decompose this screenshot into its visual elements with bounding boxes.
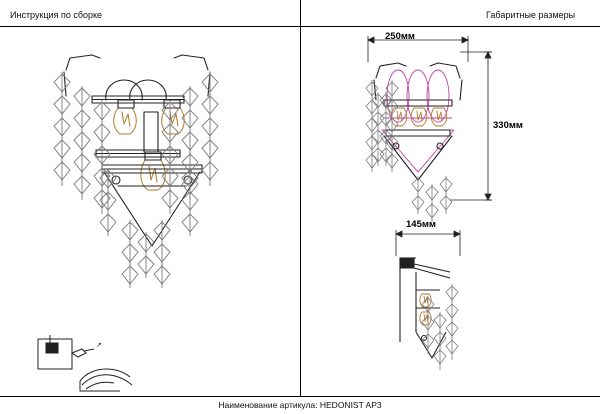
center-divider bbox=[300, 0, 301, 396]
front-view-dimensioned-drawing bbox=[300, 0, 600, 396]
dimension-depth-label: 145мм bbox=[406, 219, 436, 230]
panel-title-dimensions: Габаритные размеры bbox=[486, 10, 576, 20]
dimension-width-label: 250мм bbox=[385, 31, 415, 42]
dimension-height-label: 330мм bbox=[493, 120, 523, 131]
footer-divider bbox=[0, 396, 600, 397]
wall-mounting-hand-detail bbox=[20, 325, 140, 395]
front-view-assembly-drawing bbox=[0, 0, 300, 396]
article-name-footer: Наименование артикула: HEDONIST AP3 bbox=[218, 400, 382, 410]
side-view-dimensioned-drawing bbox=[300, 212, 600, 396]
panel-title-assembly: Инструкция по сборке bbox=[10, 10, 103, 20]
svg-text:↗: ↗ bbox=[96, 342, 102, 349]
